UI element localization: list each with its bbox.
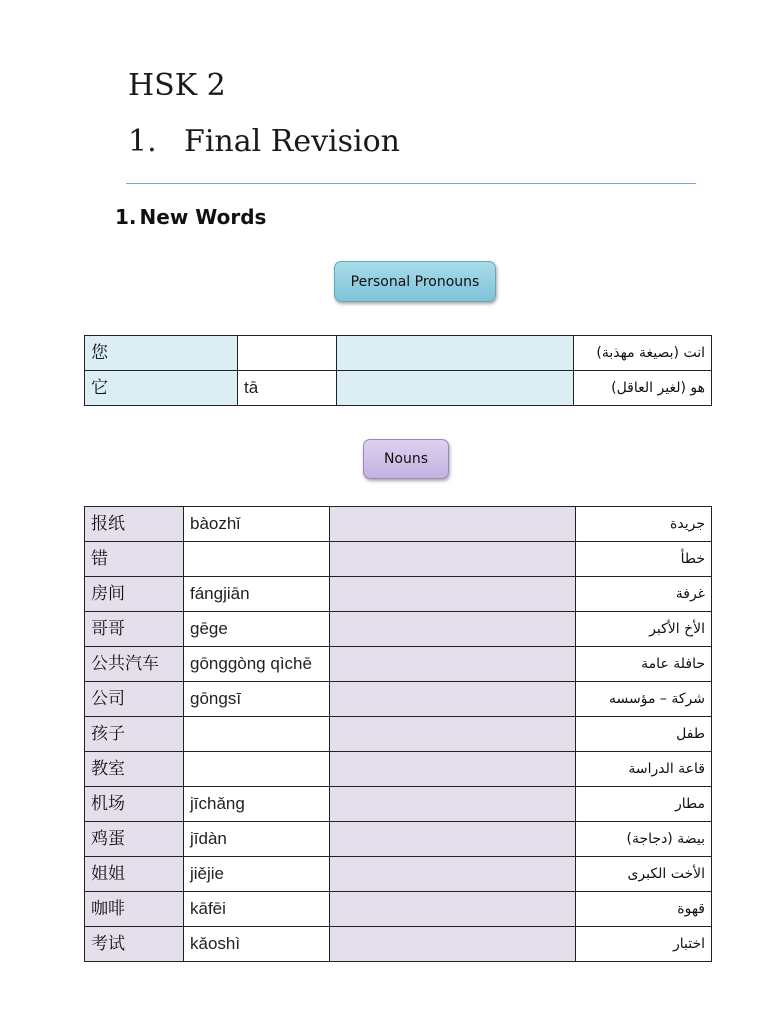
hanzi-cell: 教室 — [85, 752, 184, 787]
pinyin-cell: jīdàn — [184, 822, 330, 857]
meaning-cell: الأخت الكبرى — [576, 857, 712, 892]
blank-cell — [330, 612, 576, 647]
blank-cell — [337, 371, 574, 406]
blank-cell — [330, 892, 576, 927]
hanzi-cell: 咖啡 — [85, 892, 184, 927]
course-title: HSK 2 — [128, 68, 226, 103]
section-number: 1. — [115, 205, 137, 229]
blank-cell — [330, 927, 576, 962]
hanzi-cell: 机场 — [85, 787, 184, 822]
pinyin-cell: gēge — [184, 612, 330, 647]
table-row — [85, 892, 712, 927]
blank-cell — [330, 857, 576, 892]
meaning-cell: مطار — [576, 787, 712, 822]
pronouns-table — [84, 335, 712, 406]
meaning-cell: طفل — [576, 717, 712, 752]
pinyin-cell: gōnggòng qìchē — [184, 647, 330, 682]
pinyin-cell: fángjiān — [184, 577, 330, 612]
meaning-cell: غرفة — [576, 577, 712, 612]
hanzi-cell: 孩子 — [85, 717, 184, 752]
pinyin-cell — [184, 752, 330, 787]
blank-cell — [330, 787, 576, 822]
hanzi-cell: 考试 — [85, 927, 184, 962]
table-row — [85, 927, 712, 962]
table-row — [85, 507, 712, 542]
pinyin-cell — [184, 717, 330, 752]
pinyin-cell: jiějie — [184, 857, 330, 892]
blank-cell — [330, 717, 576, 752]
blank-cell — [330, 647, 576, 682]
lesson-heading — [128, 124, 400, 159]
blank-cell — [330, 682, 576, 717]
table-row — [85, 577, 712, 612]
meaning-cell: هو (لغير العاقل) — [574, 371, 712, 406]
table-row — [85, 857, 712, 892]
lesson-title: Final Revision — [184, 124, 401, 159]
meaning-cell: انت (بصيغة مهذبة) — [574, 336, 712, 371]
pinyin-cell — [238, 336, 337, 371]
pinyin-cell: kǎoshì — [184, 927, 330, 962]
hanzi-cell: 它 — [85, 371, 238, 406]
hanzi-cell: 公司 — [85, 682, 184, 717]
section-title: New Words — [139, 205, 267, 229]
pinyin-cell — [184, 542, 330, 577]
meaning-cell: بيضة (دجاجة) — [576, 822, 712, 857]
pinyin-cell: tā — [238, 371, 337, 406]
blank-cell — [330, 542, 576, 577]
hanzi-cell: 公共汽车 — [85, 647, 184, 682]
pinyin-cell: bàozhǐ — [184, 507, 330, 542]
table-row — [85, 336, 712, 371]
meaning-cell: الأخ الأكبر — [576, 612, 712, 647]
meaning-cell: شركة – مؤسسه — [576, 682, 712, 717]
table-row — [85, 717, 712, 752]
pinyin-cell: kāfēi — [184, 892, 330, 927]
hanzi-cell: 姐姐 — [85, 857, 184, 892]
nouns-table — [84, 506, 712, 962]
hanzi-cell: 您 — [85, 336, 238, 371]
table-row — [85, 371, 712, 406]
meaning-cell: قهوة — [576, 892, 712, 927]
meaning-cell: حافلة عامة — [576, 647, 712, 682]
table-row — [85, 682, 712, 717]
meaning-cell: اختبار — [576, 927, 712, 962]
meaning-cell: جريدة — [576, 507, 712, 542]
table-row — [85, 787, 712, 822]
blank-cell — [330, 507, 576, 542]
section-heading — [115, 205, 266, 229]
nouns-label: Nouns — [363, 439, 449, 479]
blank-cell — [330, 577, 576, 612]
blank-cell — [330, 752, 576, 787]
table-row — [85, 647, 712, 682]
personal-pronouns-label: Personal Pronouns — [334, 261, 496, 302]
table-row — [85, 822, 712, 857]
pinyin-cell: jīchǎng — [184, 787, 330, 822]
hanzi-cell: 哥哥 — [85, 612, 184, 647]
table-row — [85, 752, 712, 787]
hanzi-cell: 错 — [85, 542, 184, 577]
title-divider — [126, 183, 696, 184]
lesson-number: 1. — [128, 124, 157, 159]
table-row — [85, 612, 712, 647]
meaning-cell: خطأ — [576, 542, 712, 577]
pinyin-cell: gōngsī — [184, 682, 330, 717]
table-row — [85, 542, 712, 577]
hanzi-cell: 鸡蛋 — [85, 822, 184, 857]
blank-cell — [330, 822, 576, 857]
hanzi-cell: 房间 — [85, 577, 184, 612]
meaning-cell: قاعة الدراسة — [576, 752, 712, 787]
hanzi-cell: 报纸 — [85, 507, 184, 542]
blank-cell — [337, 336, 574, 371]
